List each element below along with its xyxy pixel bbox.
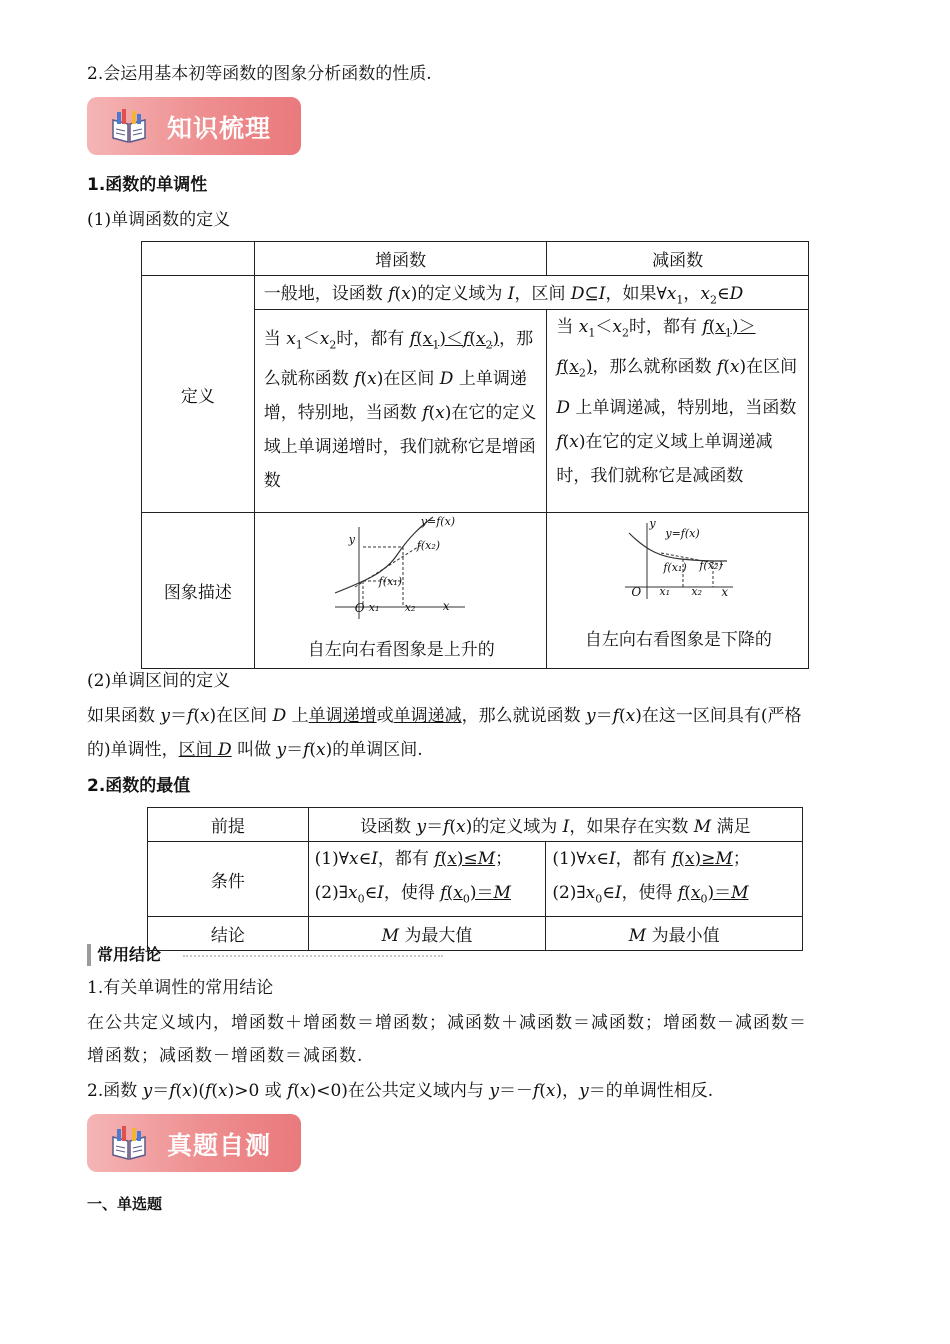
monotonic-table [141,241,809,669]
common-conclusions-label: 常用结论 [97,945,162,964]
graph-origin-label: O [631,585,642,599]
increasing-graph [325,515,475,623]
min-conclusion: M 为最小值 [546,917,803,951]
table-header-decreasing: 减函数 [547,242,809,276]
max-conclusion: M 为最大值 [308,917,546,951]
banner-title: 真题自测 [167,1131,272,1160]
heading-divider [183,955,443,957]
graph-x-label: x [442,599,450,613]
premise-text: 设函数 y＝f(x)的定义域为 I，如果存在实数 M 满足 [308,808,802,842]
graph-fx1-label: f(x₁) [663,561,687,574]
sec1-sub2-text-a: 如果函数 y＝f(x)在区间 D 上单调递增或单调递减，那么就说函数 y＝f(x)在这一区间具有(严格 [87,706,802,726]
graph-x-label: x [721,585,729,599]
decreasing-caption: 自左向右看图象是下降的 [584,630,772,650]
banner-title: 知识梳理 [167,114,272,143]
common-conclusions-heading [87,944,161,966]
table-header-blank [142,242,255,276]
definition-common: 一般地，设函数 f(x)的定义域为 I，区间 D⊆I，如果$\forall x_1$，$x_2\in D$ [254,276,808,310]
row-label-conclusion: 结论 [148,917,309,951]
book-icon [109,106,149,151]
intro-line: 2.会运用基本初等函数的图象分析函数的性质. [87,64,432,84]
table-header-increasing: 增函数 [254,242,547,276]
graph-origin-label: O [354,601,365,615]
single-choice-heading: 一、单选题 [87,1195,163,1213]
sec2-title: 2.函数的最值 [87,776,191,796]
graph-decreasing-cell [547,513,809,669]
definition-increasing: 当 $x_1<x_2$时，都有 $f(x_1)<f(x_2)$，那么就称函数 f(x)在区间 D 上单调递增，特别地，当函数 f(x)在它的定义域上单调递增时，我们就称它是增函数 [254,310,547,513]
section-banner-knowledge [87,97,301,155]
extrema-table [147,807,803,951]
book-icon [109,1123,149,1168]
definition-decreasing: 当 $x_1<x_2$时，都有 $f(x_1)>f(x_2)$，那么就称函数 f(x)在区间 D 上单调递减，特别地，当函数 f(x)在它的定义域上单调递减时，我们就称它是减函数 [547,310,809,513]
graph-x2-label: x₂ [691,585,702,598]
sec1-sub2-text-b: 的)单调性，区间 D 叫做 y＝f(x)的单调区间. [87,740,423,760]
row-label-condition: 条件 [148,842,309,917]
sec1-sub1: (1)单调函数的定义 [87,210,231,230]
max-condition: (1)∀x∈I，都有 f(x)≤M； $(2)\exists x_0\in I$，使得 $f(x_0)=M$ [308,842,546,917]
graph-curve-label: y=f(x) [420,515,456,528]
graph-x2-label: x₂ [404,601,416,614]
graph-y-label: y [348,533,356,546]
cc1-text-b: 增函数；减函数－增函数＝减函数. [87,1046,364,1066]
graph-fx2-label: f(x₂) [699,559,723,572]
section-banner-test [87,1114,301,1172]
min-condition: (1)∀x∈I，都有 f(x)≥M； $(2)\exists x_0\in I$，使得 $f(x_0)=M$ [546,842,803,917]
sec1-title: 1.函数的单调性 [87,175,208,195]
graph-y-label: y [649,517,656,530]
graph-curve-label: y=f(x) [665,527,700,540]
sec1-sub2: (2)单调区间的定义 [87,671,231,691]
graph-x1-label: x₁ [368,601,380,614]
graph-x1-label: x₁ [659,585,670,598]
cc1-text-a: 在公共定义域内，增函数＋增函数＝增函数；减函数＋减函数＝减函数；增函数－减函数＝ [87,1013,807,1033]
graph-increasing-cell [254,513,547,669]
row-label-definition: 定义 [142,276,255,513]
cc1-title: 1.有关单调性的常用结论 [87,978,274,998]
row-label-premise: 前提 [148,808,309,842]
cc2-text: 2.函数 y＝f(x)(f(x)>0 或 f(x)<0)在公共定义域内与 y＝－f(x)，y＝的单调性相反. [87,1081,714,1101]
graph-fx2-label: f(x₂) [416,539,441,552]
increasing-caption: 自左向右看图象是上升的 [307,640,495,660]
graph-fx1-label: f(x₁) [378,575,403,588]
row-label-graph: 图象描述 [142,513,255,669]
